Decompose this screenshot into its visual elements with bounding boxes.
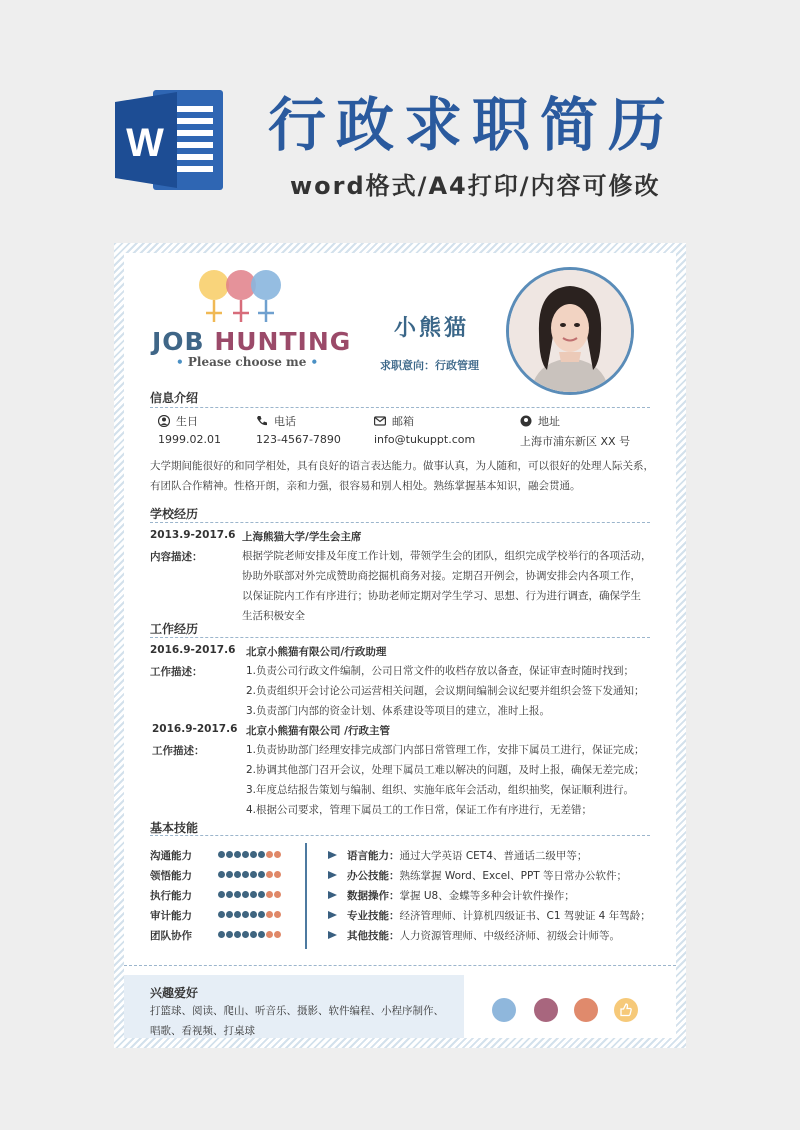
skill-dot (226, 931, 233, 938)
work2-desc (246, 740, 645, 820)
skill-dot (266, 871, 273, 878)
skill-dot (274, 931, 281, 938)
tool-item (328, 908, 651, 923)
birthday-value: 1999.02.01 (158, 433, 221, 446)
arrow-right-icon (328, 911, 337, 919)
skill-dot (234, 871, 241, 878)
skill-dot (226, 911, 233, 918)
skill-dots (218, 911, 278, 919)
avatar-portrait-icon (509, 270, 631, 392)
tool-text: 经济管理师、计算机四级证书、C1 驾驶证 4 年驾龄； (399, 910, 651, 922)
thumbs-up-icon (614, 998, 638, 1022)
work1-desc (246, 661, 645, 721)
email-label (374, 413, 414, 429)
school-title: 上海熊猫大学/学生会主席 (242, 531, 362, 543)
skill-row (150, 928, 280, 942)
skill-dot (218, 851, 225, 858)
school-desc-line: 根据学院老师安排及年度工作计划，带领学生会的团队，组织完成学校举行的各项活动， (242, 550, 652, 562)
section-title-info: 信息介绍 (150, 391, 199, 405)
divider (124, 965, 676, 966)
tool-text: 通过大学英语 CET4、普通话二级甲等； (399, 850, 588, 862)
school-desc-line: 协助外联部对外完成赞助商挖掘机商务对接。定期召开例会，协调安排会内各项工作， (242, 570, 641, 582)
skill-name: 沟通能力 (150, 850, 192, 862)
skill-dot (274, 851, 281, 858)
skill-dot (250, 871, 257, 878)
skill-dot (234, 911, 241, 918)
intro-paragraph: 大学期间能很好的和同学相处，具有良好的语言表达能力。做事认真，为人随和，可以很好的处理人际关系，有团队合作精神。性格开朗，亲和力强，很容易和别人相处。熟练掌握基本知识，融会贯通。 (150, 460, 654, 492)
skill-row (150, 848, 280, 862)
skill-dot (266, 891, 273, 898)
address-label-text: 地址 (538, 415, 560, 428)
skill-row (150, 868, 280, 882)
skill-name: 团队协作 (150, 930, 192, 942)
work2-desc-line: 4.根据公司要求，管理下属员工的工作日常，保证工作有序进行，无差错； (246, 804, 593, 816)
skill-dot (234, 891, 241, 898)
divider (150, 522, 650, 523)
candidate-name: 小熊猫 (394, 316, 470, 341)
hobby-line: 唱歌、看视频、打桌球 (150, 1025, 255, 1037)
skill-dot (250, 931, 257, 938)
hobby-line: 打篮球、阅读、爬山、听音乐、摄影、软件编程、小程序制作、 (150, 1005, 444, 1017)
divider (150, 835, 650, 836)
page-title: 行政求职简历 (268, 91, 677, 159)
tool-label: 其他技能： (347, 930, 400, 942)
skill-dot (266, 931, 273, 938)
section-title-hobby: 兴趣爱好 (150, 986, 199, 1000)
job-hunting-title (152, 327, 351, 356)
skill-dot (274, 911, 281, 918)
work2-desc-label: 工作描述： (152, 745, 205, 757)
skill-dot (226, 851, 233, 858)
skill-dot (250, 891, 257, 898)
phone-value: 123-4567-7890 (256, 433, 341, 446)
skill-dots (218, 891, 278, 899)
skill-dot (226, 891, 233, 898)
header (0, 0, 800, 240)
resume-paper (124, 253, 676, 1038)
skill-dot (274, 891, 281, 898)
tool-label: 办公技能： (347, 870, 400, 882)
work1-desc-line: 1.负责公司行政文件编制，公司日常文件的收档存放以备查，保证审查时随时找到； (246, 665, 635, 677)
skills-divider (305, 843, 307, 949)
school-desc-label: 内容描述： (150, 551, 203, 563)
location-pin-icon (520, 415, 532, 427)
skill-dot (242, 891, 249, 898)
tool-label: 数据操作： (347, 890, 400, 902)
skill-name: 执行能力 (150, 890, 192, 902)
skill-dot (234, 931, 241, 938)
work1-desc-line: 2.负责组织开会讨论公司运营相关问题，会议期间编制会议纪要并组织会签下发通知； (246, 685, 645, 697)
resume-frame (114, 243, 686, 1048)
please-choose-me: • Please choose me • (176, 355, 319, 369)
word-icon-letter: W (126, 121, 164, 165)
phone-label (256, 413, 296, 429)
decor-circle-coral (574, 998, 598, 1022)
tool-item (328, 888, 575, 903)
address-value: 上海市浦东新区 XX 号 (520, 435, 631, 448)
work1-title: 北京小熊猫有限公司/行政助理 (246, 646, 387, 658)
skill-dot (258, 851, 265, 858)
avatar (506, 267, 634, 395)
section-title-skills: 基本技能 (150, 821, 199, 835)
email-value: info@tukuppt.com (374, 433, 476, 446)
birthday-label-text: 生日 (176, 415, 198, 428)
work2-desc-line: 1.负责协助部门经理安排完成部门内部日常管理工作，安排下属员工进行，保证完成； (246, 744, 645, 756)
skill-row (150, 908, 280, 922)
tool-label: 专业技能： (347, 910, 400, 922)
job-title-part-a: JOB (152, 327, 215, 356)
skill-name: 领悟能力 (150, 870, 192, 882)
page-subtitle: word格式/A4打印/内容可修改 (290, 172, 661, 200)
skill-dot (218, 931, 225, 938)
skill-dot (258, 911, 265, 918)
skill-dot (258, 871, 265, 878)
decor-circle-blue (492, 998, 516, 1022)
section-title-work: 工作经历 (150, 622, 199, 636)
balloons-icon (196, 267, 286, 327)
job-title-part-b: HUNTING (214, 327, 352, 356)
tool-item (328, 928, 620, 943)
word-icon (115, 84, 227, 196)
skill-dot (250, 851, 257, 858)
address-label (520, 413, 560, 429)
tool-item (328, 868, 627, 883)
work2-title: 北京小熊猫有限公司 /行政主管 (246, 725, 390, 737)
arrow-right-icon (328, 851, 337, 859)
school-desc-line: 以保证院内工作有序进行；协助老师定期对学生学习、思想、行为进行调查，确保学生 (242, 590, 641, 602)
school-date: 2013.9-2017.6 (150, 529, 236, 541)
skill-dot (242, 911, 249, 918)
divider (150, 407, 650, 408)
skill-dot (242, 871, 249, 878)
skill-dot (218, 911, 225, 918)
arrow-right-icon (328, 891, 337, 899)
work2-date: 2016.9-2017.6 (152, 723, 238, 735)
mail-icon (374, 415, 386, 427)
phone-icon (256, 415, 268, 427)
decor-circle-yellow (614, 998, 638, 1022)
tool-text: 人力资源管理师、中级经济师、初级会计师等。 (399, 930, 620, 942)
work1-desc-label: 工作描述： (150, 666, 203, 678)
work2-desc-line: 3.年度总结报告策划与编制、组织、实施年底年会活动，组织抽奖，保证顺利进行。 (246, 784, 635, 796)
work2-desc-line: 2.协调其他部门召开会议，处理下属员工难以解决的问题，及时上报，确保无差完成； (246, 764, 645, 776)
tool-label: 语言能力： (347, 850, 400, 862)
decor-circle-plum (534, 998, 558, 1022)
school-desc-line: 生活积极安全 (242, 610, 305, 622)
skill-dot (274, 871, 281, 878)
skill-dot (266, 911, 273, 918)
skill-dot (250, 911, 257, 918)
person-icon (158, 415, 170, 427)
tool-text: 掌握 U8、金蝶等多种会计软件操作； (399, 890, 575, 902)
divider (150, 637, 650, 638)
arrow-right-icon (328, 871, 337, 879)
skill-dot (242, 851, 249, 858)
school-desc (242, 546, 652, 626)
section-title-school: 学校经历 (150, 507, 199, 521)
tool-text: 熟练掌握 Word、Excel、PPT 等日常办公软件； (399, 870, 628, 882)
skill-dots (218, 871, 278, 879)
skill-dot (258, 891, 265, 898)
birthday-label (158, 413, 198, 429)
skill-dot (218, 891, 225, 898)
skill-dots (218, 931, 278, 939)
skill-row (150, 888, 280, 902)
skill-dots (218, 851, 278, 859)
skill-dot (218, 871, 225, 878)
skill-dot (266, 851, 273, 858)
skill-dot (242, 931, 249, 938)
skill-name: 审计能力 (150, 910, 192, 922)
arrow-right-icon (328, 931, 337, 939)
work1-date: 2016.9-2017.6 (150, 644, 236, 656)
skill-dot (234, 851, 241, 858)
please-text: Please choose me (187, 355, 307, 369)
work1-desc-line: 3.负责部门内部的资金计划、体系建设等项目的建立，准时上报。 (246, 705, 551, 717)
skill-dot (226, 871, 233, 878)
tool-item (328, 848, 587, 863)
email-label-text: 邮箱 (392, 415, 414, 428)
phone-label-text: 电话 (274, 415, 296, 428)
hobby-text (150, 1001, 444, 1038)
skill-dot (258, 931, 265, 938)
job-intent: 求职意向：行政管理 (380, 359, 479, 372)
